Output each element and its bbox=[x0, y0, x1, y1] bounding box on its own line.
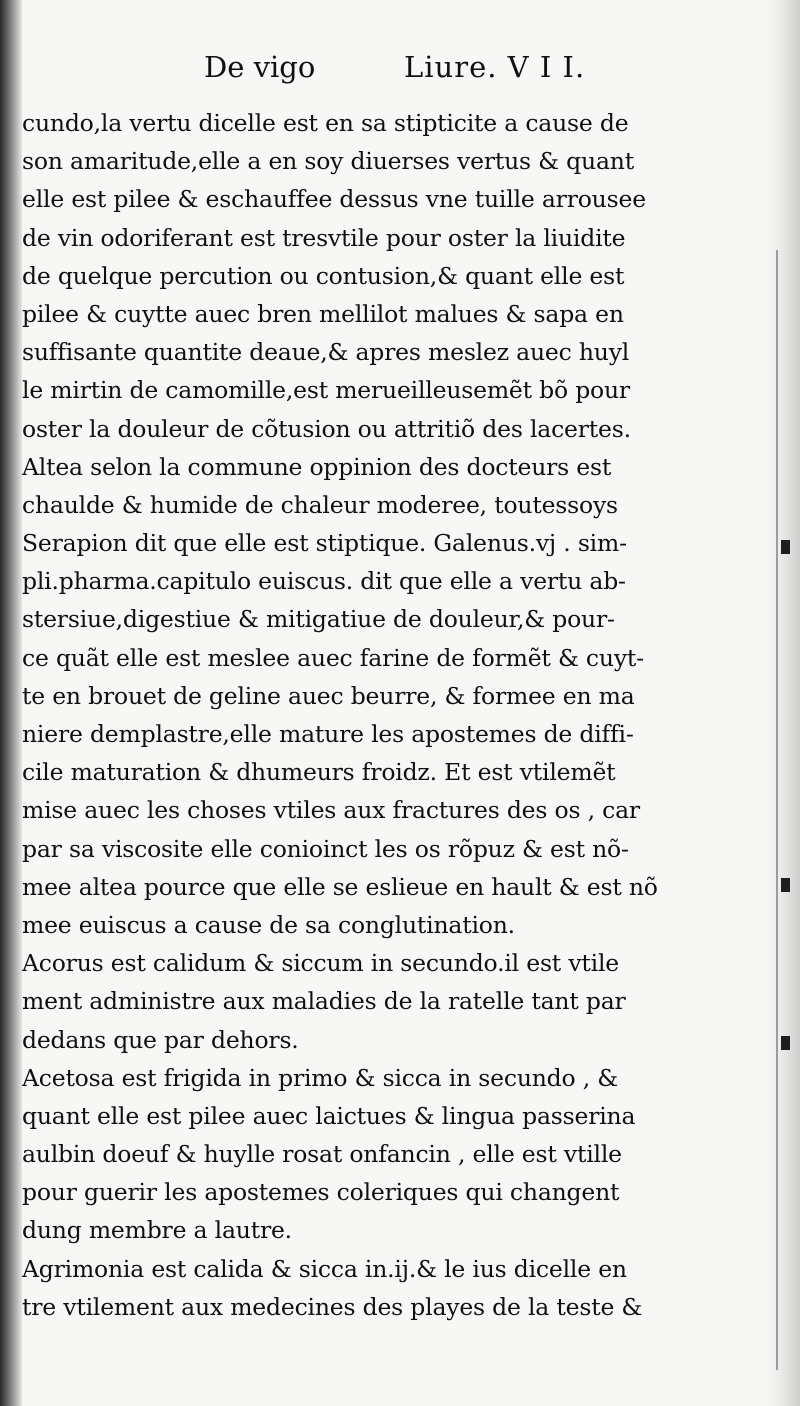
running-header bbox=[0, 50, 800, 96]
text-line: ce quãt elle est meslee auec farine de formẽt & cuyt- bbox=[22, 643, 644, 672]
text-line: cundo,la vertu dicelle est en sa stipticite a cause de bbox=[22, 109, 629, 137]
text-line: le mirtin de camomille,est merueilleusemẽt bõ pour bbox=[22, 376, 630, 405]
text-line: mee euiscus a cause de sa conglutination. bbox=[22, 910, 515, 939]
text-line: te en brouet de geline auec beurre, & formee en ma bbox=[22, 681, 635, 710]
text-line: niere demplastre,elle mature les apostemes de diffi- bbox=[22, 720, 634, 748]
gutter-shadow bbox=[0, 0, 22, 1406]
text-line: dung membre a lautre. bbox=[22, 1216, 292, 1245]
text-line: mee altea pource que elle se eslieue en hault & est nõ bbox=[22, 872, 658, 901]
edge-mark bbox=[781, 1036, 790, 1050]
text-line: Acetosa est frigida in primo & sicca in secundo , & bbox=[22, 1063, 619, 1092]
text-line: cile maturation & dhumeurs froidz. Et est vtilemẽt bbox=[22, 758, 616, 787]
text-line: elle est pilee & eschauffee dessus vne tuille arrousee bbox=[22, 185, 646, 214]
page-edge bbox=[766, 0, 800, 1406]
text-line: Acorus est calidum & siccum in secundo.il est vtile bbox=[22, 949, 619, 978]
text-line: Serapion dit que elle est stiptique. Galenus.vj . sim- bbox=[22, 529, 627, 558]
text-line: son amaritude,elle a en soy diuerses vertus & quant bbox=[22, 147, 634, 176]
text-line: oster la douleur de cõtusion ou attritiõ des lacertes. bbox=[22, 414, 631, 443]
header-book-number: Liure. V I I. bbox=[404, 50, 586, 84]
body-text bbox=[22, 104, 712, 1326]
text-line: mise auec les choses vtiles aux fractures des os , car bbox=[22, 796, 640, 825]
edge-mark bbox=[781, 540, 790, 554]
text-line: Altea selon la commune oppinion des docteurs est bbox=[22, 452, 612, 481]
text-line: quant elle est pilee auec laictues & lingua passerina bbox=[22, 1101, 636, 1130]
text-line: ment administre aux maladies de la ratelle tant par bbox=[22, 987, 626, 1016]
text-line: Agrimonia est calida & sicca in.ij.& le ius dicelle en bbox=[22, 1254, 627, 1283]
text-line: par sa viscosite elle conioinct les os rõpuz & est nõ- bbox=[22, 834, 629, 863]
text-line: pilee & cuytte auec bren mellilot malues & sapa en bbox=[22, 299, 624, 328]
text-line: suffisante quantite deaue,& apres meslez auec huyl bbox=[22, 338, 630, 367]
text-line: chaulde & humide de chaleur moderee, toutessoys bbox=[22, 490, 618, 519]
text-line: dedans que par dehors. bbox=[22, 1025, 299, 1054]
text-line: stersiue,digestiue & mitigatiue de douleur,& pour- bbox=[22, 605, 615, 634]
text-line: pli.pharma.capitulo euiscus. dit que elle a vertu ab- bbox=[22, 567, 626, 596]
text-line: de quelque percution ou contusion,& quant elle est bbox=[22, 261, 625, 290]
page-edge-line bbox=[776, 250, 778, 1370]
text-line: de vin odoriferant est tresvtile pour oster la liuidite bbox=[22, 223, 626, 252]
text-line: pour guerir les apostemes coleriques qui changent bbox=[22, 1178, 620, 1207]
header-author: De vigo bbox=[204, 50, 316, 84]
text-line: aulbin doeuf & huylle rosat onfancin , elle est vtille bbox=[22, 1140, 622, 1169]
edge-mark bbox=[781, 878, 790, 892]
text-line: tre vtilement aux medecines des playes de la teste & bbox=[22, 1292, 643, 1321]
